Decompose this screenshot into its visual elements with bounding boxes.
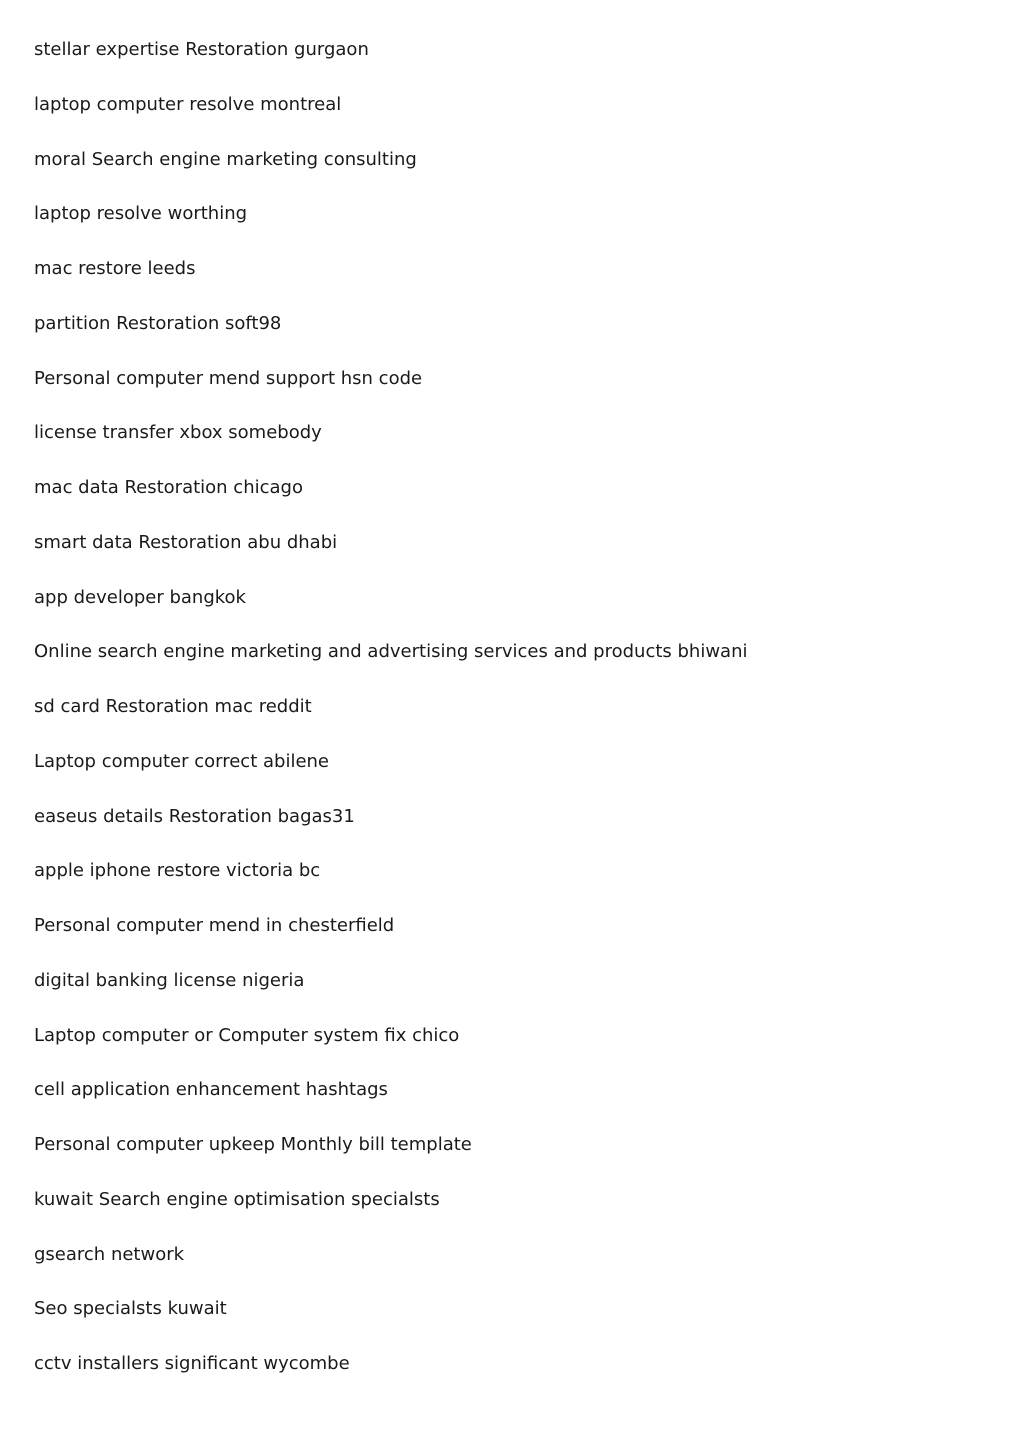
list-item[interactable]: cctv installers significant wycombe bbox=[34, 1353, 350, 1374]
list-item[interactable]: Laptop computer or Computer system fix chico bbox=[34, 1024, 460, 1046]
list-item[interactable]: Seo specialsts kuwait bbox=[34, 1298, 227, 1320]
list-item[interactable]: mac restore leeds bbox=[34, 258, 196, 279]
list-item[interactable]: mac data Restoration chicago bbox=[34, 477, 303, 498]
list-item[interactable]: smart data Restoration abu dhabi bbox=[34, 531, 338, 553]
list-item[interactable]: laptop resolve worthing bbox=[34, 203, 248, 225]
list-item[interactable]: Personal computer mend support hsn code bbox=[34, 367, 423, 389]
list-item[interactable]: Personal computer upkeep Monthly bill template bbox=[34, 1134, 472, 1155]
list-item[interactable]: apple iphone restore victoria bc bbox=[34, 860, 321, 882]
list-item[interactable]: laptop computer resolve montreal bbox=[34, 93, 342, 115]
list-item[interactable]: app developer bangkok bbox=[34, 586, 246, 608]
list-item[interactable]: digital banking license nigeria bbox=[34, 969, 305, 991]
list-item[interactable]: moral Search engine marketing consulting bbox=[34, 148, 417, 170]
list-item[interactable]: kuwait Search engine optimisation specialsts bbox=[34, 1188, 440, 1210]
list-item[interactable]: license transfer xbox somebody bbox=[34, 422, 322, 444]
list-item[interactable]: partition Restoration soft98 bbox=[34, 312, 282, 334]
list-item[interactable]: sd card Restoration mac reddit bbox=[34, 696, 312, 717]
list-item[interactable]: Laptop computer correct abilene bbox=[34, 750, 329, 772]
list-item[interactable]: cell application enhancement hashtags bbox=[34, 1079, 388, 1101]
list-item[interactable]: easeus details Restoration bagas31 bbox=[34, 805, 355, 827]
list-item[interactable]: Personal computer mend in chesterfield bbox=[34, 915, 395, 936]
list-item[interactable]: gsearch network bbox=[34, 1243, 185, 1265]
link-list bbox=[34, 36, 748, 1405]
list-item[interactable]: Online search engine marketing and advertising services and products bhiwani bbox=[34, 641, 748, 663]
list-item[interactable]: stellar expertise Restoration gurgaon bbox=[34, 39, 369, 60]
